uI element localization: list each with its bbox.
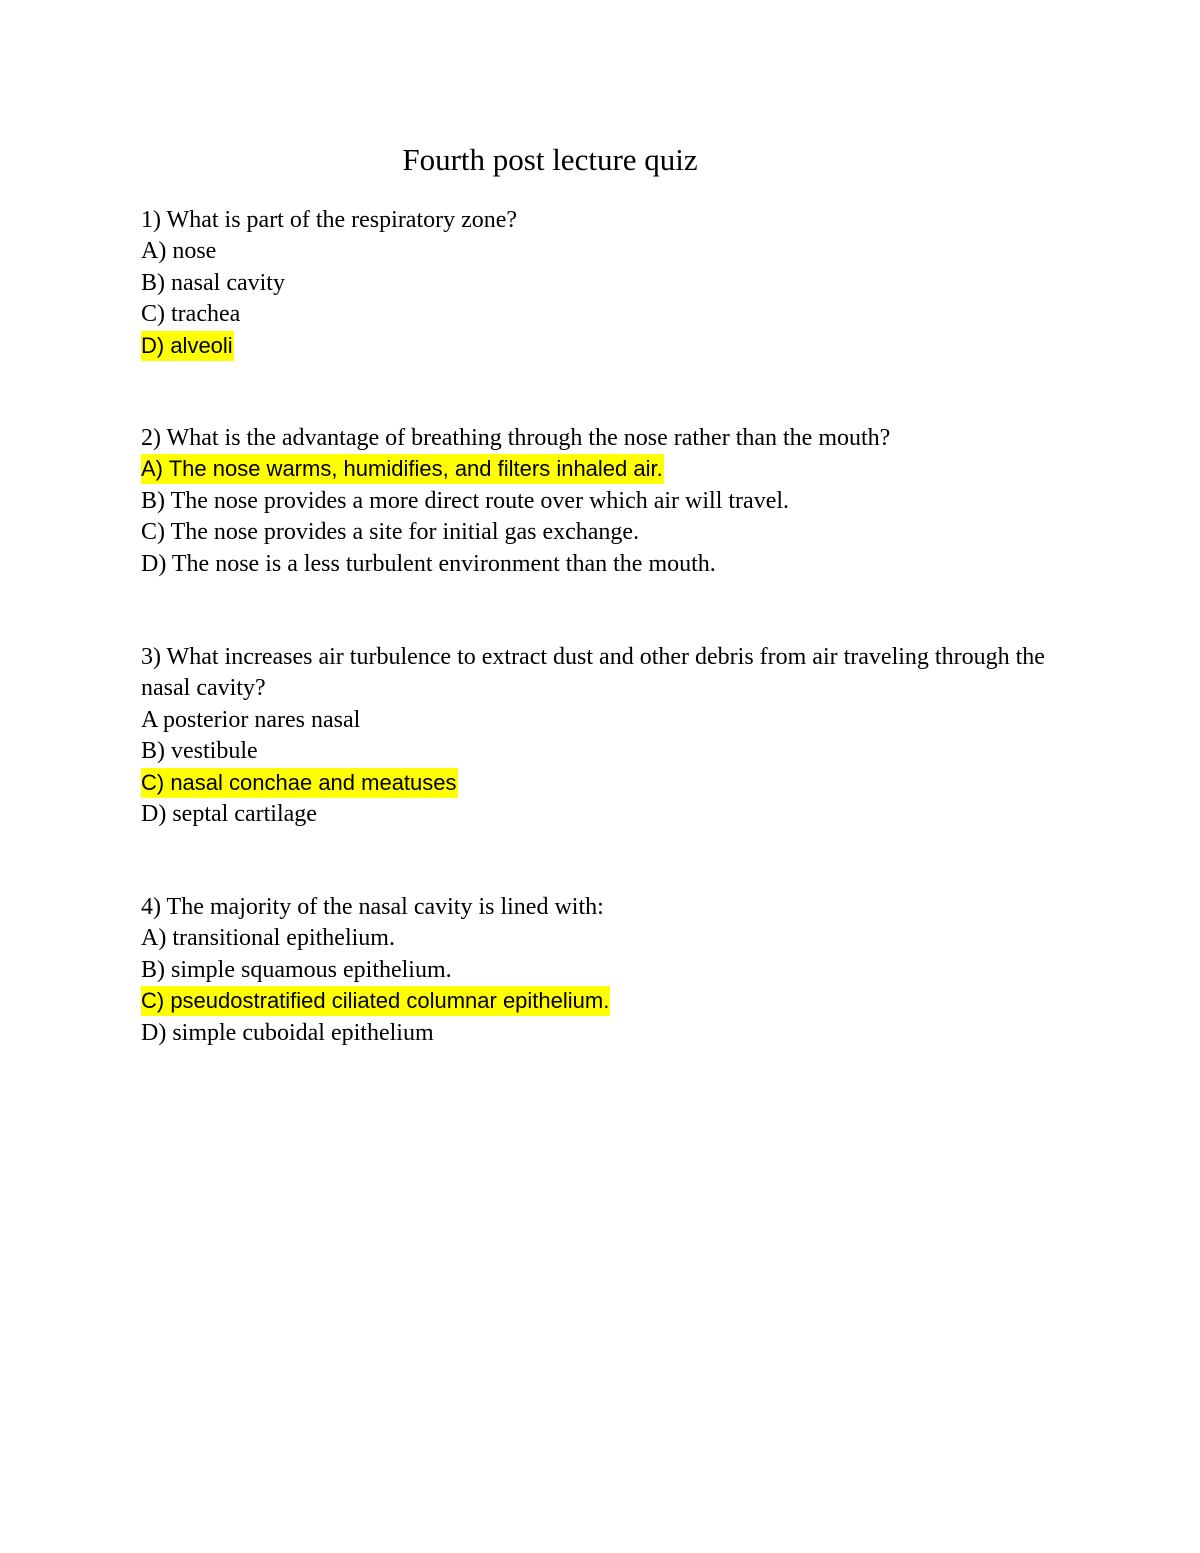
highlighted-answer-option-a: A) The nose warms, humidifies, and filters inhaled air. [141, 454, 1071, 485]
question-stem: 2) What is the advantage of breathing through the nose rather than the mouth? [141, 425, 891, 451]
question-3 [141, 642, 1071, 830]
question-2 [141, 423, 1071, 580]
answer-option-a: A posterior nares nasal [141, 706, 361, 733]
question-stem: 3) What increases air turbulence to extract dust and other debris from air traveling through the nasal cavity? [141, 644, 1045, 702]
page-title: Fourth post lecture quiz [402, 142, 698, 177]
question-stem: 4) The majority of the nasal cavity is lined with: [141, 894, 604, 920]
highlighted-answer-option-c: C) nasal conchae and meatuses [141, 768, 1071, 799]
answer-option-b: B) simple squamous epithelium. [141, 956, 452, 983]
highlighted-answer-option-d: D) alveoli [141, 331, 1071, 362]
answer-option-d: D) simple cuboidal epithelium [141, 1019, 434, 1046]
question-4 [141, 892, 1071, 1049]
question-stem: 1) What is part of the respiratory zone? [141, 207, 518, 233]
answer-option-b: B) The nose provides a more direct route over which air will travel. [141, 487, 790, 514]
answer-option-b: B) nasal cavity [141, 269, 285, 296]
answer-option-c: C) trachea [141, 301, 241, 328]
answer-option-d: D) The nose is a less turbulent environment than the mouth. [141, 550, 716, 577]
answer-option-b: B) vestibule [141, 738, 258, 765]
answer-option-c: C) The nose provides a site for initial gas exchange. [141, 519, 640, 546]
answer-option-d: D) septal cartilage [141, 800, 317, 827]
answer-option-a: A) nose [141, 238, 217, 265]
answer-option-a: A) transitional epithelium. [141, 925, 395, 952]
question-1 [141, 205, 1071, 362]
highlighted-answer-option-c: C) pseudostratified ciliated columnar epithelium. [141, 986, 1071, 1017]
